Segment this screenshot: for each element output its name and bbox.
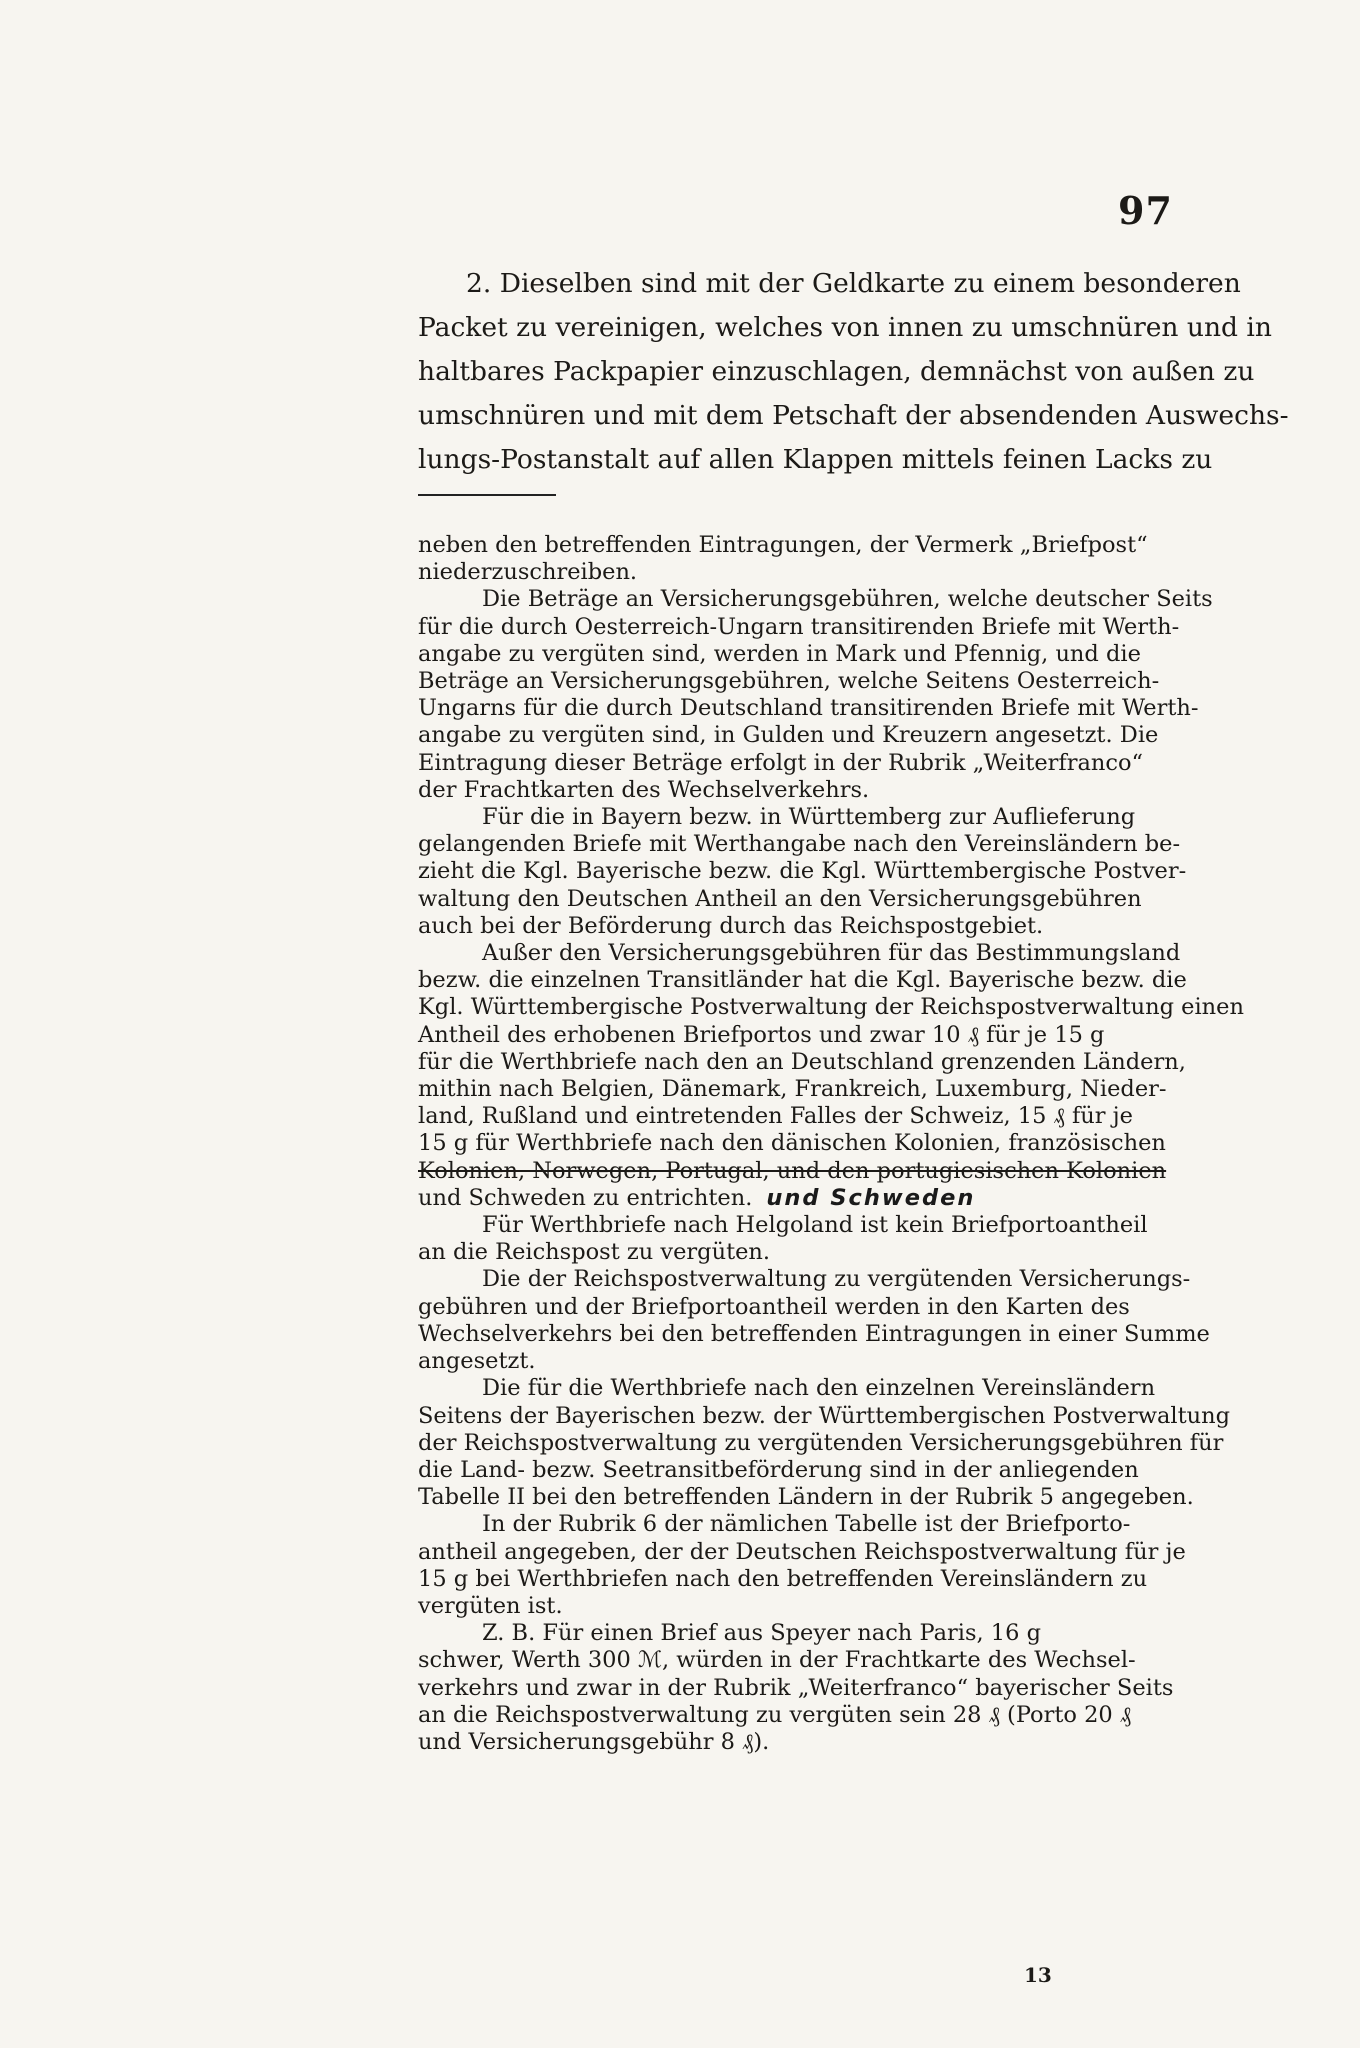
footnote-line-text: und Schweden zu entrichten. [418,1184,753,1211]
footnote-line: Antheil des erhobenen Briefportos und zwar 10 ₰ für je 15 g [418,1021,1105,1048]
footnote-line: und Versicherungsgebühr 8 ₰). [418,1728,770,1755]
footnote-line: In der Rubrik 6 der nämlichen Tabelle ist der Briefporto- [482,1511,1131,1538]
footnote-line: der Reichspostverwaltung zu vergütenden Versicherungsgebühren für [418,1429,1224,1456]
footnote-line: Wechselverkehrs bei den betreffenden Eintragungen in einer Summe [418,1320,1210,1347]
footnote-paragraph [418,1620,1178,1756]
footnote-line: 15 g bei Werthbriefen nach den betreffenden Vereinsländern zu [418,1565,1148,1592]
handwritten-annotation: und Schweden [766,1184,976,1211]
footnote-line: Die der Reichspostverwaltung zu vergütenden Versicherungs- [482,1266,1191,1293]
sheet-signature-mark: 13 [1024,1963,1052,1987]
main-line: lungs-Postanstalt auf allen Klappen mittels feinen Lacks zu [418,444,1213,475]
footnote-line: bezw. die einzelnen Transitländer hat die Kgl. Bayerische bezw. die [418,967,1187,994]
footnote-line [418,1185,1178,1212]
page-number: 97 [1118,188,1173,233]
footnote-line: für die Werthbriefe nach den an Deutschland grenzenden Ländern, [418,1048,1186,1075]
footnote-line: Die Beträge an Versicherungsgebühren, welche deutscher Seits [482,586,1213,613]
footnote-paragraph [418,1511,1186,1620]
footnote-line: der Frachtkarten des Wechselverkehrs. [418,776,870,803]
footnote-line: verkehrs und zwar in der Rubrik „Weiterfranco“ bayerischer Seits [418,1674,1174,1701]
footnote-line: schwer, Werth 300 ℳ, würden in der Frachtkarte des Wechsel- [418,1647,1136,1674]
footnote-line: Eintragung dieser Beträge erfolgt in der Rubrik „Weiterfranco“ [418,749,1144,776]
footnote-paragraph [418,586,1213,804]
footnote-line: Seitens der Bayerischen bezw. der Württembergischen Postverwaltung [418,1402,1231,1429]
footnote-line: 15 g für Werthbriefe nach den dänischen Kolonien, französischen [418,1130,1166,1157]
footnote-paragraph [418,1266,1210,1375]
footnote-line: Z. B. Für einen Brief aus Speyer nach Paris, 16 g [482,1620,1041,1647]
footnote-line: gelangenden Briefe mit Werthangabe nach den Vereinsländern be- [418,831,1181,858]
footnote-line: Ungarns für die durch Deutschland transitirenden Briefe mit Werth- [418,695,1199,722]
footnote-line: angabe zu vergüten sind, in Gulden und Kreuzern angesetzt. Die [418,722,1159,749]
footnote-line: Die für die Werthbriefe nach den einzelnen Vereinsländern [482,1375,1156,1402]
footnote-line: vergüten ist. [418,1592,563,1619]
main-line: Packet zu vereinigen, welches von innen zu umschnüren und in [418,312,1272,343]
footnote-divider [418,494,556,496]
footnote-line: waltung den Deutschen Antheil an den Versicherungsgebühren [418,885,1142,912]
footnote-line: Tabelle II bei den betreffenden Ländern in der Rubrik 5 angegeben. [418,1484,1194,1511]
footnote-paragraph [418,940,1244,1212]
footnote-line: mithin nach Belgien, Dänemark, Frankreich, Luxemburg, Nieder- [418,1076,1167,1103]
footnote-line: land, Rußland und eintretenden Falles der Schweiz, 15 ₰ für je [418,1103,1133,1130]
footnote-paragraph [418,804,1187,940]
footnote-paragraph [418,1375,1231,1511]
footnote-line: angabe zu vergüten sind, werden in Mark und Pfennig, und die [418,640,1141,667]
footnote-line: für die durch Oesterreich-Ungarn transitirenden Briefe mit Werth- [418,613,1180,640]
footnote-line: auch bei der Beförderung durch das Reichspostgebiet. [418,912,1044,939]
main-paragraph [418,262,1289,482]
footnotes [418,532,1244,1756]
footnote-line: angesetzt. [418,1348,536,1375]
footnote-line: gebühren und der Briefportoantheil werden in den Karten des [418,1293,1130,1320]
footnote-line: Kgl. Württembergische Postverwaltung der Reichspostverwaltung einen [418,994,1244,1021]
footnote-paragraph [418,532,1178,586]
footnote-line: neben den betreffenden Eintragungen, der Vermerk „Briefpost“ [418,532,1148,558]
main-line: umschnüren und mit dem Petschaft der absendenden Auswechs- [418,400,1289,431]
footnote-line: an die Reichspost zu vergüten. [418,1239,771,1266]
main-line: 2. Dieselben sind mit der Geldkarte zu einem besonderen [466,268,1241,299]
footnote-line: antheil angegeben, der der Deutschen Reichspostverwaltung für je [418,1538,1186,1565]
footnote-line: zieht die Kgl. Bayerische bezw. die Kgl. Württembergische Postver- [418,858,1187,885]
struck-text: Kolonien, Norwegen, Portugal, und den portugiesischen Kolonien [418,1157,1167,1184]
footnote-line [418,1158,1178,1185]
footnote-line: die Land- bezw. Seetransitbeförderung sind in der anliegenden [418,1456,1139,1483]
footnote-line: Außer den Versicherungsgebühren für das Bestimmungsland [482,940,1181,967]
main-line: haltbares Packpapier einzuschlagen, demnächst von außen zu [418,356,1255,387]
footnote-line: an die Reichspostverwaltung zu vergüten sein 28 ₰ (Porto 20 ₰ [418,1701,1132,1728]
footnote-line: niederzuschreiben. [418,559,638,586]
footnote-line: Beträge an Versicherungsgebühren, welche Seitens Oesterreich- [418,668,1160,695]
footnote-line: Für die in Bayern bezw. in Württemberg zur Auflieferung [482,804,1136,831]
footnote-paragraph [418,1212,1178,1266]
footnote-line: Für Werthbriefe nach Helgoland ist kein Briefportoantheil [482,1212,1148,1239]
